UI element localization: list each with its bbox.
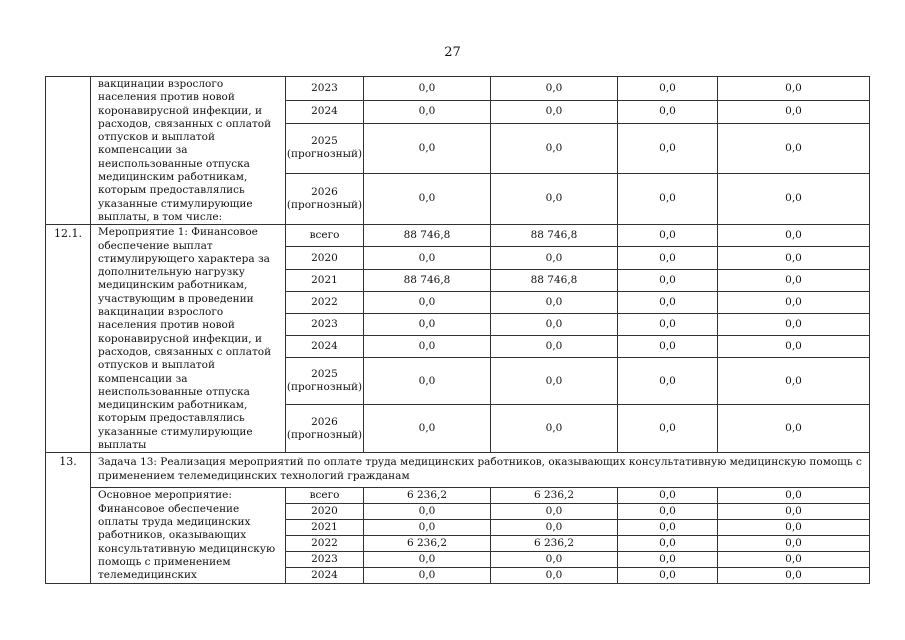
- value-cell-2: 0,0: [491, 552, 618, 568]
- value-cell-1: 6 236,2: [364, 488, 491, 504]
- year-sub-label: (прогнозный): [286, 381, 363, 394]
- value-cell-4: 0,0: [718, 269, 870, 291]
- value-cell-1: 0,0: [364, 77, 491, 101]
- value-cell-4: 0,0: [718, 336, 870, 358]
- value-cell-1: 0,0: [364, 124, 491, 173]
- value-cell-3: 0,0: [618, 336, 718, 358]
- value-cell-1: 0,0: [364, 314, 491, 336]
- value-cell-2: 0,0: [491, 100, 618, 124]
- value-cell-2: 88 746,8: [491, 269, 618, 291]
- year-cell: [286, 225, 364, 247]
- year-label: 2023: [311, 81, 338, 94]
- value-cell-1: 0,0: [364, 552, 491, 568]
- value-cell-1: 0,0: [364, 358, 491, 404]
- year-label: 2026: [311, 185, 338, 198]
- year-label: 2022: [311, 295, 338, 308]
- value-cell-2: 0,0: [491, 358, 618, 404]
- value-cell-1: 0,0: [364, 520, 491, 536]
- value-cell-1: 0,0: [364, 568, 491, 584]
- value-cell-4: 0,0: [718, 488, 870, 504]
- year-label: 2021: [311, 521, 338, 534]
- value-cell-4: 0,0: [718, 504, 870, 520]
- task-description: Задача 13: Реализация мероприятий по оплате труда медицинских работников, оказывающих консультативную медицинскую помощь с применением телемедицинских технологий гражданам: [91, 453, 870, 488]
- value-cell-2: 0,0: [491, 291, 618, 313]
- value-cell-3: 0,0: [618, 225, 718, 247]
- year-cell: [286, 488, 364, 504]
- value-cell-3: 0,0: [618, 124, 718, 173]
- year-label: 2021: [311, 273, 338, 286]
- value-cell-2: 88 746,8: [491, 225, 618, 247]
- row-number-cell: [46, 77, 91, 225]
- value-cell-4: 0,0: [718, 552, 870, 568]
- value-cell-3: 0,0: [618, 552, 718, 568]
- value-cell-1: 88 746,8: [364, 269, 491, 291]
- year-cell: [286, 336, 364, 358]
- year-cell: [286, 77, 364, 101]
- value-cell-2: 6 236,2: [491, 536, 618, 552]
- value-cell-3: 0,0: [618, 247, 718, 269]
- year-cell: [286, 100, 364, 124]
- value-cell-2: 0,0: [491, 404, 618, 453]
- year-cell: [286, 504, 364, 520]
- year-label: 2024: [311, 105, 338, 118]
- year-label: 2023: [311, 318, 338, 331]
- value-cell-1: 0,0: [364, 247, 491, 269]
- row-description: вакцинации взрослого населения против новой коронавирусной инфекции, и расходов, связанных с оплатой отпусков и выплатой компенсации за неиспользованные отпуска медицинским работникам, которым предоставлялись указанные стимулирующие выплаты, в том числе:: [91, 77, 286, 225]
- year-cell: [286, 314, 364, 336]
- value-cell-3: 0,0: [618, 520, 718, 536]
- year-label: 2024: [311, 569, 338, 582]
- table-row: [46, 225, 870, 247]
- value-cell-2: 0,0: [491, 336, 618, 358]
- value-cell-3: 0,0: [618, 77, 718, 101]
- value-cell-3: 0,0: [618, 358, 718, 404]
- value-cell-4: 0,0: [718, 77, 870, 101]
- budget-table: [45, 76, 870, 584]
- value-cell-2: 0,0: [491, 568, 618, 584]
- row-number-cell: 13.: [46, 453, 91, 584]
- value-cell-3: 0,0: [618, 568, 718, 584]
- value-cell-4: 0,0: [718, 314, 870, 336]
- value-cell-3: 0,0: [618, 269, 718, 291]
- year-cell: [286, 552, 364, 568]
- value-cell-3: 0,0: [618, 291, 718, 313]
- value-cell-3: 0,0: [618, 100, 718, 124]
- year-cell: [286, 173, 364, 225]
- value-cell-1: 0,0: [364, 404, 491, 453]
- year-label: 2025: [311, 368, 338, 381]
- table-row: [46, 77, 870, 101]
- year-label: 2020: [311, 251, 338, 264]
- year-label: всего: [309, 489, 340, 502]
- page-number: 27: [444, 45, 461, 60]
- task-row: [46, 453, 870, 488]
- year-label: 2024: [311, 340, 338, 353]
- value-cell-3: 0,0: [618, 173, 718, 225]
- value-cell-1: 0,0: [364, 504, 491, 520]
- value-cell-4: 0,0: [718, 291, 870, 313]
- value-cell-2: 0,0: [491, 314, 618, 336]
- value-cell-2: 6 236,2: [491, 488, 618, 504]
- year-label: 2023: [311, 553, 338, 566]
- value-cell-2: 0,0: [491, 504, 618, 520]
- value-cell-3: 0,0: [618, 536, 718, 552]
- year-cell: [286, 568, 364, 584]
- year-label: 2025: [311, 135, 338, 148]
- value-cell-4: 0,0: [718, 404, 870, 453]
- value-cell-3: 0,0: [618, 404, 718, 453]
- value-cell-4: 0,0: [718, 100, 870, 124]
- value-cell-1: 0,0: [364, 336, 491, 358]
- year-cell: [286, 269, 364, 291]
- value-cell-1: 6 236,2: [364, 536, 491, 552]
- year-cell: [286, 291, 364, 313]
- value-cell-3: 0,0: [618, 314, 718, 336]
- value-cell-4: 0,0: [718, 124, 870, 173]
- value-cell-4: 0,0: [718, 173, 870, 225]
- row-description: Основное мероприятие: Финансовое обеспечение оплаты труда медицинских работников, оказывающих консультативную медицинскую помощь с применением телемедицинских: [91, 488, 286, 584]
- value-cell-1: 0,0: [364, 291, 491, 313]
- value-cell-1: 88 746,8: [364, 225, 491, 247]
- year-sub-label: (прогнозный): [286, 198, 363, 211]
- value-cell-4: 0,0: [718, 536, 870, 552]
- year-cell: [286, 536, 364, 552]
- value-cell-1: 0,0: [364, 100, 491, 124]
- value-cell-4: 0,0: [718, 568, 870, 584]
- value-cell-3: 0,0: [618, 504, 718, 520]
- value-cell-2: 0,0: [491, 173, 618, 225]
- value-cell-4: 0,0: [718, 247, 870, 269]
- year-cell: [286, 247, 364, 269]
- value-cell-3: 0,0: [618, 488, 718, 504]
- year-label: 2026: [311, 415, 338, 428]
- year-sub-label: (прогнозный): [286, 148, 363, 161]
- table-row: [46, 488, 870, 504]
- value-cell-1: 0,0: [364, 173, 491, 225]
- row-description: Мероприятие 1: Финансовое обеспечение выплат стимулирующего характера за дополнительную нагрузку медицинским работникам, участвующим в проведении вакцинации взрослого населения против новой коронавирусной инфекции, и расходов, связанных с оплатой отпусков и выплатой компенсации за неиспользованные отпуска медицинским работникам, которым предоставлялись указанные стимулирующие выплаты: [91, 225, 286, 453]
- value-cell-2: 0,0: [491, 247, 618, 269]
- year-sub-label: (прогнозный): [286, 428, 363, 441]
- row-number-cell: 12.1.: [46, 225, 91, 453]
- year-label: 2020: [311, 505, 338, 518]
- year-label: всего: [309, 229, 340, 242]
- value-cell-4: 0,0: [718, 358, 870, 404]
- year-cell: [286, 358, 364, 404]
- year-cell: [286, 124, 364, 173]
- year-label: 2022: [311, 537, 338, 550]
- value-cell-2: 0,0: [491, 77, 618, 101]
- value-cell-4: 0,0: [718, 225, 870, 247]
- value-cell-2: 0,0: [491, 520, 618, 536]
- year-cell: [286, 520, 364, 536]
- value-cell-4: 0,0: [718, 520, 870, 536]
- year-cell: [286, 404, 364, 453]
- value-cell-2: 0,0: [491, 124, 618, 173]
